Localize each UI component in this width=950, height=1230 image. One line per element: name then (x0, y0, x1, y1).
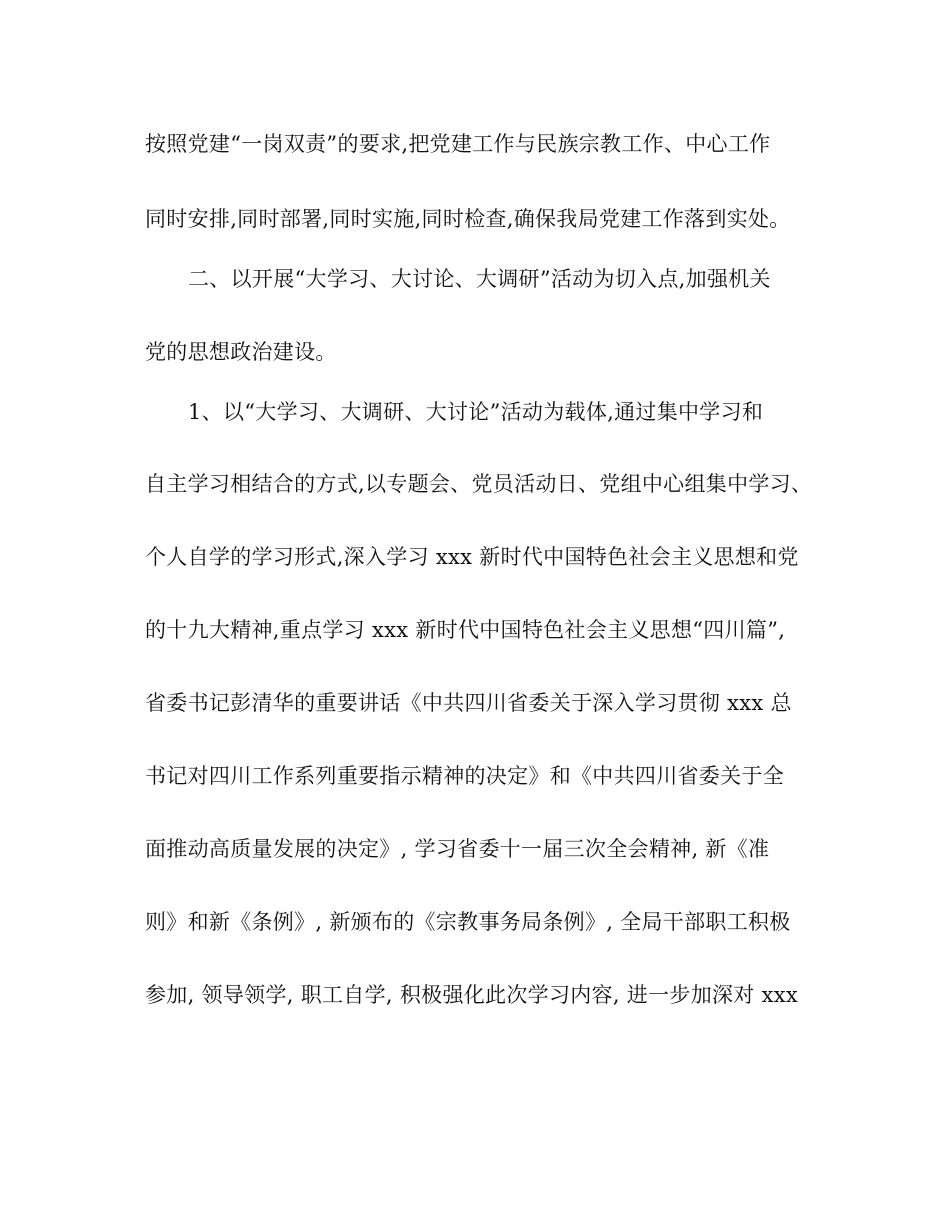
body-text-line: 同时安排,同时部署,同时实施,同时检查,确保我局党建工作落到实处。 (145, 207, 791, 231)
body-text-line: 按照党建“一岗双责”的要求,把党建工作与民族宗教工作、中心工作 (145, 132, 771, 156)
body-text-line: 面推动高质量发展的决定》, 学习省委十一届三次全会精神, 新《准 (145, 837, 770, 861)
body-text-line: 则》和新《条例》, 新颁布的《宗教事务局条例》, 全局干部职工积极 (145, 910, 791, 934)
body-text-line: 个人自学的学习形式,深入学习 xxx 新时代中国特色社会主义思想和党 (145, 545, 799, 569)
body-text-line: 省委书记彭清华的重要讲话《中共四川省委关于深入学习贯彻 xxx 总 (145, 691, 792, 715)
body-text-line: 自主学习相结合的方式,以专题会、党员活动日、党组中心组集中学习、 (145, 472, 813, 496)
body-text-line: 1、以“大学习、大调研、大讨论”活动为载体,通过集中学习和 (188, 400, 764, 424)
section-heading-line: 二、以开展“大学习、大讨论、大调研”活动为切入点,加强机关 (188, 267, 771, 291)
body-text-line: 参加, 领导领学, 职工自学, 积极强化此次学习内容, 进一步加深对 xxx (145, 983, 799, 1007)
body-text-line: 书记对四川工作系列重要指示精神的决定》和《中共四川省委关于全 (145, 764, 784, 788)
section-heading-line: 党的思想政治建设。 (145, 340, 337, 364)
body-text-line: 的十九大精神,重点学习 xxx 新时代中国特色社会主义思想“四川篇”, (145, 618, 786, 642)
